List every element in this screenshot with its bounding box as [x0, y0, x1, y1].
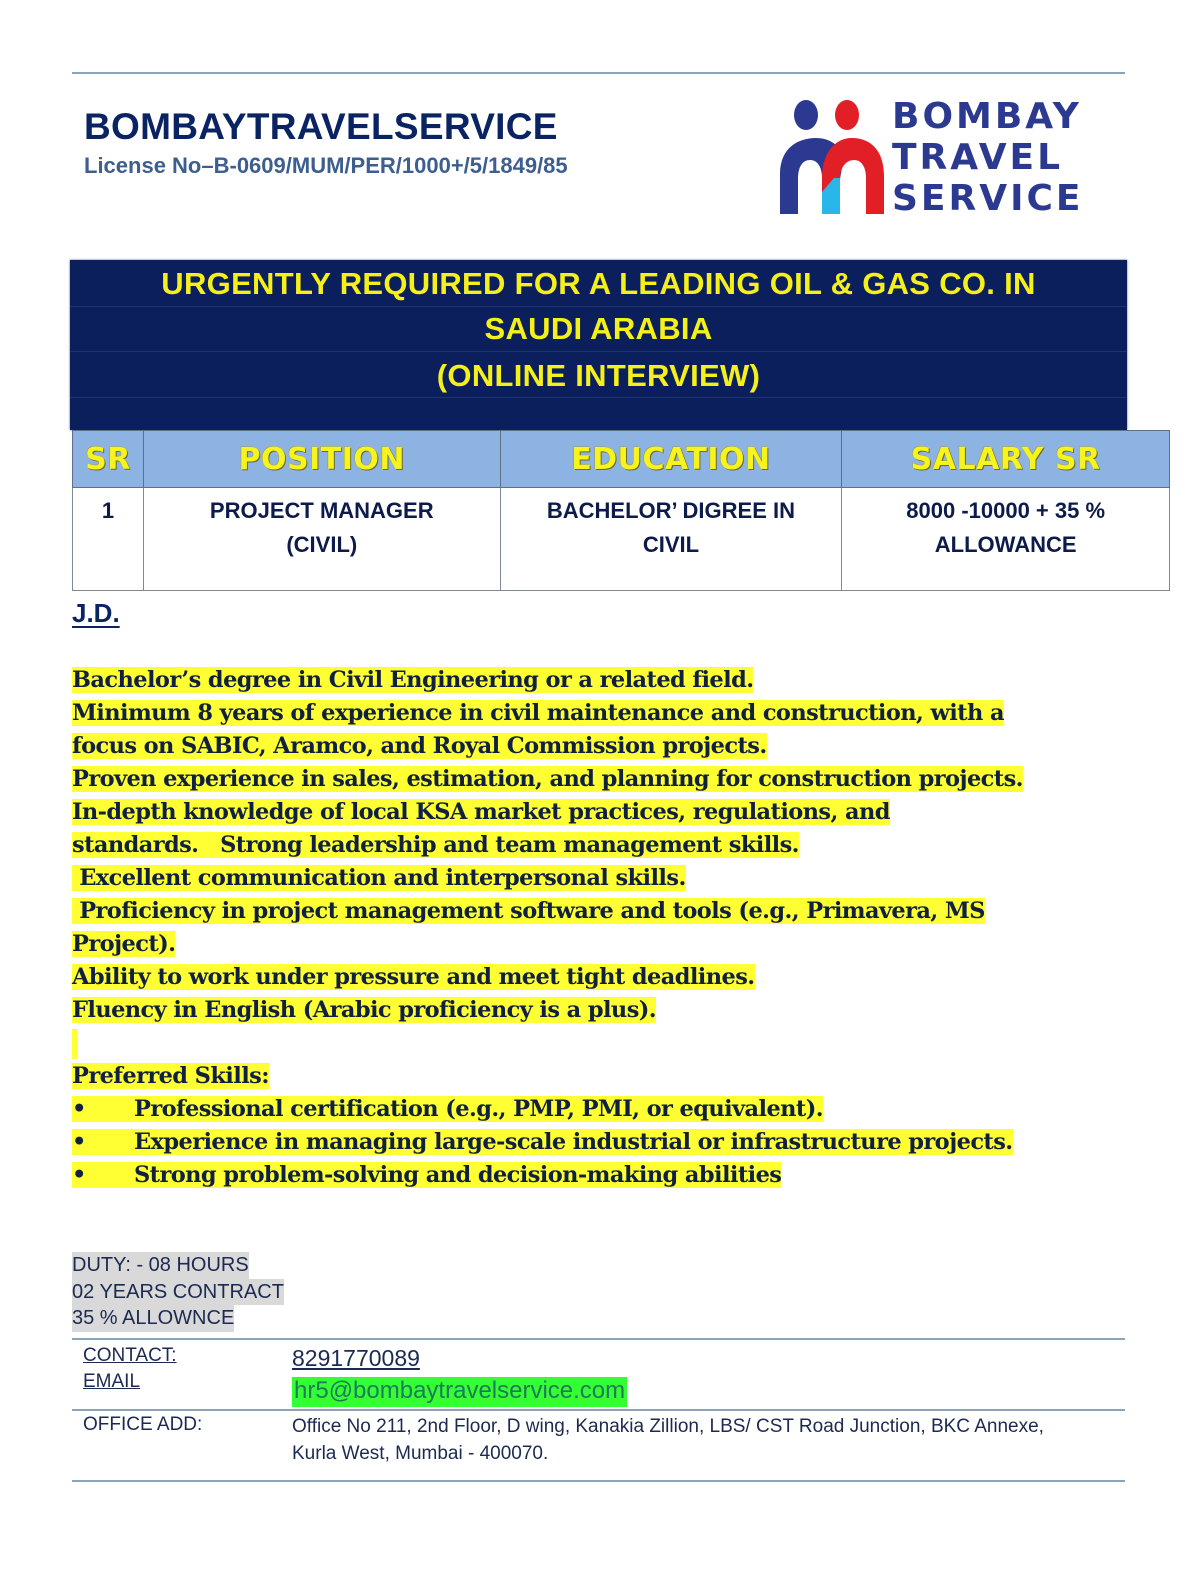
table-header-row — [73, 431, 1170, 488]
position-line-2: (CIVIL) — [286, 532, 358, 557]
banner-line-3: (ONLINE INTERVIEW) — [436, 358, 761, 393]
urgent-banner — [70, 260, 1127, 430]
employment-terms — [72, 1252, 284, 1332]
requirement-line: Fluency in English (Arabic proficiency is a plus). — [72, 997, 657, 1023]
allowance: 35 % ALLOWNCE — [72, 1305, 234, 1332]
logo-line-service: SERVICE — [892, 178, 1084, 219]
header-position: POSITION — [143, 431, 500, 488]
salary-line-1: 8000 -10000 + 35 % — [906, 498, 1106, 523]
contact-divider-top — [72, 1338, 1125, 1340]
banner-divider — [70, 351, 1127, 352]
requirement-line: Excellent communication and interpersonal skills. — [72, 865, 686, 891]
email-label: EMAIL — [83, 1371, 141, 1392]
company-logo — [778, 96, 1084, 221]
preferred-skills-heading: Preferred Skills: — [72, 1063, 269, 1089]
banner-line-2: SAUDI ARABIA — [484, 311, 713, 346]
education-line-2: CIVIL — [642, 532, 700, 557]
requirement-line: Ability to work under pressure and meet tight deadlines. — [72, 964, 755, 990]
logo-line-travel: TRAVEL — [892, 137, 1064, 178]
logo-line-bombay: BOMBAY — [892, 96, 1082, 137]
requirement-line: Proven experience in sales, estimation, and planning for construction projects. — [72, 766, 1023, 792]
requirement-line: standards. Strong leadership and team management skills. — [72, 832, 799, 858]
preferred-skill-item: Experience in managing large-scale industrial or infrastructure projects. — [134, 1129, 1013, 1155]
header-salary: SALARY SR — [842, 431, 1170, 488]
two-people-m-logo-icon — [778, 96, 888, 221]
requirement-line: Minimum 8 years of experience in civil maintenance and construction, with a — [72, 700, 1004, 726]
phone-number-link[interactable]: 8291770089 — [292, 1345, 420, 1371]
license-number: License No–B-0609/MUM/PER/1000+/5/1849/85 — [84, 153, 568, 178]
cell-salary — [842, 488, 1170, 591]
job-description — [72, 664, 1023, 1192]
salary-line-2: ALLOWANCE — [934, 532, 1077, 557]
preferred-skill-item: Strong problem-solving and decision-making abilities — [134, 1162, 782, 1188]
bullet-icon: • — [72, 1129, 86, 1155]
table-row — [73, 488, 1170, 591]
contract-length: 02 YEARS CONTRACT — [72, 1279, 284, 1306]
bullet-icon: • — [72, 1162, 86, 1188]
requirement-line: Proficiency in project management software and tools (e.g., Primavera, MS — [72, 898, 985, 924]
education-line-1: BACHELOR’ DIGREE IN — [546, 498, 796, 523]
bottom-divider — [72, 1480, 1125, 1482]
cell-position — [143, 488, 500, 591]
address-line-1: Office No 211, 2nd Floor, D wing, Kanakia Zillion, LBS/ CST Road Junction, BKC Annexe, — [292, 1416, 1044, 1437]
banner-line-1: URGENTLY REQUIRED FOR A LEADING OIL & GAS CO. IN — [161, 266, 1036, 301]
banner-divider — [70, 306, 1127, 307]
preferred-skill-item: Professional certification (e.g., PMP, PMI, or equivalent). — [134, 1096, 823, 1122]
contact-divider-middle — [72, 1409, 1125, 1411]
cell-sr: 1 — [73, 488, 144, 591]
email-link[interactable]: hr5@bombaytravelservice.com — [292, 1377, 627, 1407]
cell-education — [500, 488, 842, 591]
requirement-line: In-depth knowledge of local KSA market practices, regulations, and — [72, 799, 890, 825]
bullet-icon: • — [72, 1096, 86, 1122]
top-divider — [72, 72, 1125, 74]
header-sr: SR — [73, 431, 144, 488]
office-address — [292, 1413, 1044, 1467]
empty-highlight-line — [72, 1029, 78, 1059]
header-education: EDUCATION — [500, 431, 842, 488]
banner-divider — [70, 397, 1127, 398]
contact-label: CONTACT: — [83, 1345, 177, 1366]
job-table — [72, 430, 1170, 591]
logo-wordmark — [892, 96, 1084, 219]
jd-heading: J.D. — [72, 598, 120, 628]
address-line-2: Kurla West, Mumbai - 400070. — [292, 1443, 549, 1464]
company-name: BOMBAYTRAVELSERVICE — [84, 106, 558, 147]
duty-hours: DUTY: - 08 HOURS — [72, 1252, 249, 1279]
requirement-line: Project). — [72, 931, 176, 957]
office-address-label: OFFICE ADD: — [83, 1414, 203, 1435]
requirement-line: focus on SABIC, Aramco, and Royal Commission projects. — [72, 733, 767, 759]
position-line-1: PROJECT MANAGER — [209, 498, 434, 523]
requirement-line: Bachelor’s degree in Civil Engineering or a related field. — [72, 667, 754, 693]
